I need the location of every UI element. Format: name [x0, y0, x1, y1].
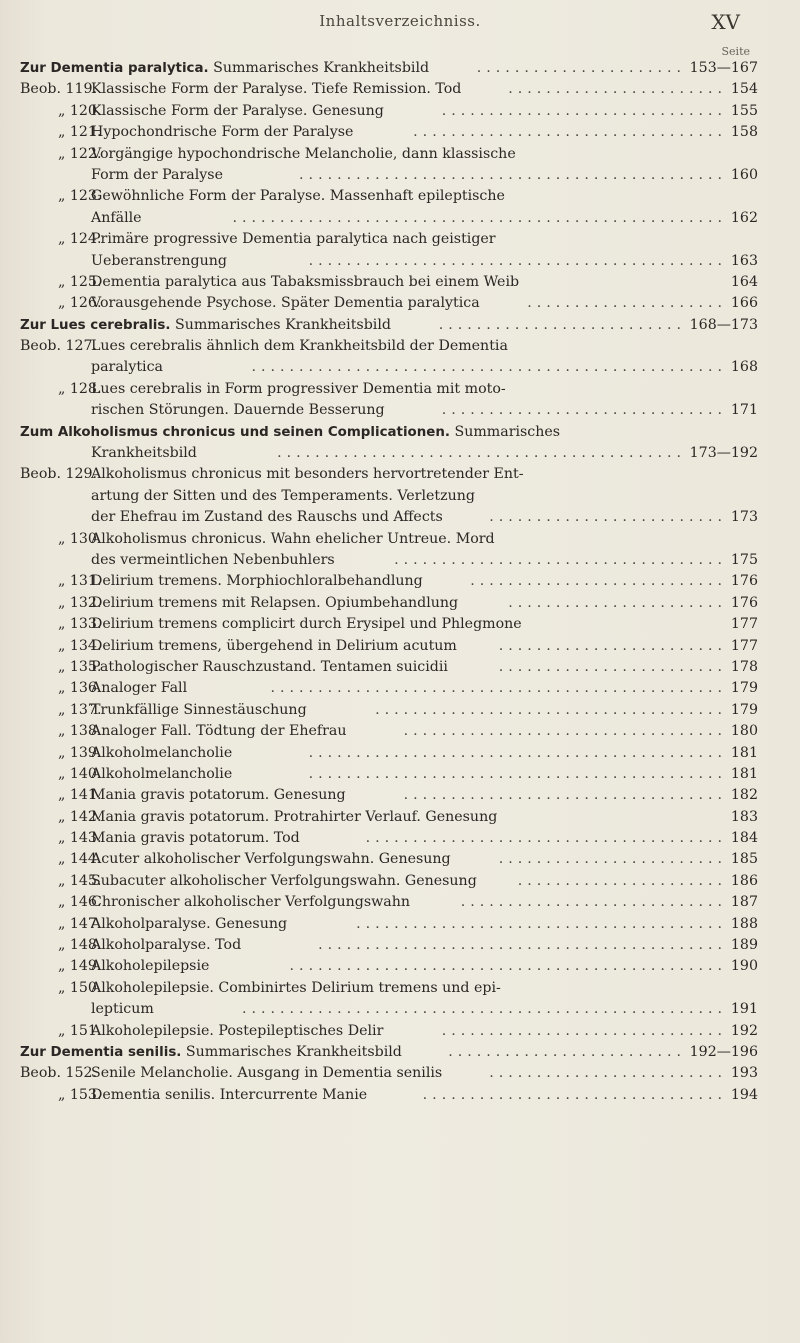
entry-title: Alkoholparalyse. Genesung [91, 915, 288, 932]
entry-title: Alkoholepilepsie. Postepileptisches Delir [91, 1022, 384, 1039]
section-entry [0, 58, 800, 79]
toc-entry [0, 700, 800, 721]
entry-continuation [0, 208, 800, 229]
toc-entry [0, 721, 800, 742]
observation-number: „ 141. [58, 787, 102, 804]
entry-continuation [0, 443, 800, 464]
section-text [20, 1042, 402, 1063]
observation-number: „ 153. [58, 1086, 102, 1103]
page-reference: 160 [730, 166, 758, 183]
running-header [0, 10, 800, 34]
entry-title: Mania gravis potatorum. Protrahirter Verlauf. Genesung [91, 808, 498, 825]
page-reference: 194 [730, 1086, 758, 1103]
toc-entry [0, 1085, 800, 1106]
entry-title: Delirium tremens mit Relapsen. Opiumbehandlung [91, 594, 459, 611]
entry-title: Trunkfällige Sinnestäuschung [91, 701, 307, 718]
section-subtitle: Summarisches Krankheitsbild [213, 60, 430, 76]
dot-leader: ....................... [508, 81, 727, 98]
observation-number: „ 126. [58, 295, 102, 312]
entry-continuation [0, 400, 800, 421]
page-reference: 179 [730, 680, 758, 697]
page-reference: 154 [730, 81, 758, 98]
entry-title: Vorausgehende Psychose. Später Dementia paralytica [91, 295, 480, 312]
observation-number: „ 139. [58, 744, 102, 761]
toc-entry [0, 743, 800, 764]
toc-entry [0, 144, 800, 165]
observation-number: „ 121. [58, 124, 102, 141]
entry-title: des vermeintlichen Nebenbuhlers [91, 551, 335, 568]
toc-entry [0, 785, 800, 806]
page-reference: 188 [730, 915, 758, 932]
entry-title: Alkoholismus chronicus mit besonders hervortretender Ent- [91, 466, 524, 483]
entry-title: Anfälle [91, 209, 142, 226]
page-reference: 176 [730, 573, 758, 590]
page-reference: 190 [730, 958, 758, 975]
observation-number: „ 140. [58, 765, 102, 782]
toc-entry [0, 1021, 800, 1042]
entry-title: Dementia senilis. Intercurrente Manie [91, 1086, 368, 1103]
page-reference: 168—173 [689, 316, 758, 333]
toc-entry [0, 614, 800, 635]
page-reference: 176 [730, 594, 758, 611]
observation-number: „ 124. [58, 231, 102, 248]
section-entry [0, 1042, 800, 1063]
toc-entry [0, 593, 800, 614]
entry-title: artung der Sitten und des Temperaments. Verletzung [91, 487, 475, 504]
observation-number: Beob. 152. [20, 1065, 98, 1082]
toc-entry [0, 678, 800, 699]
entry-title: Vorgängige hypochondrische Melancholie, dann klassische [91, 145, 516, 162]
dot-leader: ............................................. [299, 166, 727, 183]
observation-number: „ 143. [58, 830, 102, 847]
page-reference: 171 [730, 402, 758, 419]
dot-leader: ................................................... [242, 1001, 727, 1018]
page-reference: 155 [730, 102, 758, 119]
entry-title: Krankheitsbild [91, 445, 197, 462]
page-reference: 193 [730, 1065, 758, 1082]
observation-number: „ 144. [58, 851, 102, 868]
entry-continuation [0, 999, 800, 1020]
toc-entry [0, 529, 800, 550]
entry-title: Lues cerebralis ähnlich dem Krankheitsbild der Dementia [91, 338, 508, 355]
dot-leader: ................................................ [270, 680, 727, 697]
section-subtitle: Summarisches Krankheitsbild [185, 1043, 402, 1060]
toc-entry [0, 956, 800, 977]
entry-title: Alkoholismus chronicus. Wahn ehelicher Untreue. Mord [91, 530, 495, 547]
dot-leader: ...................................... [365, 830, 727, 847]
toc-entry [0, 101, 800, 122]
column-label-seite: Seite [721, 45, 750, 58]
entry-title: Delirium tremens, übergehend in Delirium acutum [91, 637, 457, 654]
observation-number: Beob. 129. [20, 466, 98, 483]
observation-number: „ 149. [58, 958, 102, 975]
page-reference: 166 [730, 295, 758, 312]
dot-leader: ........................ [498, 851, 727, 868]
entry-title: Klassische Form der Paralyse. Genesung [91, 102, 384, 119]
entry-title: der Ehefrau im Zustand des Rauschs und Affects [91, 509, 443, 526]
page-reference: 181 [730, 765, 758, 782]
toc-entry [0, 914, 800, 935]
observation-number: „ 132. [58, 594, 102, 611]
dot-leader: .................................................. [251, 359, 727, 376]
dot-leader: ................................... [394, 551, 727, 568]
dot-leader: ......................... [448, 1043, 686, 1060]
dot-leader: ......................... [489, 509, 727, 526]
toc-entry [0, 79, 800, 100]
entry-title: Lues cerebralis in Form progressiver Dementia mit moto- [91, 380, 506, 397]
observation-number: „ 147. [58, 915, 102, 932]
entry-title: Hypochondrische Form der Paralyse [91, 124, 354, 141]
toc-entry [0, 122, 800, 143]
entry-title: Gewöhnliche Form der Paralyse. Massenhaft epileptische [91, 188, 505, 205]
toc-entry [0, 1063, 800, 1084]
section-heading: Zur Dementia paralytica. [20, 61, 209, 76]
dot-leader: .................................. [403, 787, 727, 804]
dot-leader: ...................... [517, 872, 727, 889]
toc-entry [0, 764, 800, 785]
dot-leader: ............................ [460, 894, 727, 911]
observation-number: „ 125. [58, 273, 102, 290]
toc-entry [0, 849, 800, 870]
observation-number: „ 150. [58, 979, 102, 996]
entry-title: Mania gravis potatorum. Genesung [91, 787, 346, 804]
page-reference: 163 [730, 252, 758, 269]
entry-continuation [0, 550, 800, 571]
entry-title: Delirium tremens. Morphiochloralbehandlung [91, 573, 423, 590]
page-number: XV [711, 10, 740, 34]
entry-title: Mania gravis potatorum. Tod [91, 830, 300, 847]
section-subtitle: Summarisches [454, 423, 561, 440]
dot-leader: ....................................... [356, 915, 727, 932]
page-reference: 175 [730, 551, 758, 568]
page-reference: 177 [730, 616, 758, 633]
observation-number: „ 120. [58, 102, 102, 119]
toc-entry [0, 978, 800, 999]
entry-title: Klassische Form der Paralyse. Tiefe Remission. Tod [91, 81, 462, 98]
entry-title: Acuter alkoholischer Verfolgungswahn. Genesung [91, 851, 451, 868]
observation-number: „ 128. [58, 380, 102, 397]
entry-title: Delirium tremens complicirt durch Erysipel und Phlegmone [91, 616, 522, 633]
dot-leader: .............................. [441, 402, 727, 419]
page-reference: 192—196 [689, 1043, 758, 1060]
entry-title: paralytica [91, 359, 163, 376]
entry-title: Senile Melancholie. Ausgang in Dementia senilis [91, 1065, 443, 1082]
observation-number: „ 138. [58, 723, 102, 740]
entry-title: Alkoholparalyse. Tod [91, 937, 242, 954]
entry-continuation [0, 251, 800, 272]
page-reference: 164 [730, 273, 758, 290]
observation-number: „ 122. [58, 145, 102, 162]
page-reference: 184 [730, 830, 758, 847]
toc-entry [0, 336, 800, 357]
page-reference: 162 [730, 209, 758, 226]
observation-number: „ 137. [58, 701, 102, 718]
dot-leader: ........................................... [318, 937, 727, 954]
dot-leader: ................................ [422, 1086, 727, 1103]
dot-leader: ......................... [489, 1065, 727, 1082]
dot-leader: ........................... [470, 573, 727, 590]
toc-entry [0, 571, 800, 592]
toc-entry [0, 636, 800, 657]
page-reference: 173 [730, 509, 758, 526]
observation-number: „ 146. [58, 894, 102, 911]
section-text [20, 315, 391, 336]
page-reference: 177 [730, 637, 758, 654]
observation-number: „ 123. [58, 188, 102, 205]
toc-entry [0, 379, 800, 400]
entry-title: Alkoholepilepsie. Combinirtes Delirium tremens und epi- [91, 979, 501, 996]
page-reference: 185 [730, 851, 758, 868]
entry-continuation [0, 507, 800, 528]
page-reference: 186 [730, 872, 758, 889]
dot-leader: .............................................. [289, 958, 727, 975]
toc-entry [0, 657, 800, 678]
dot-leader: ..................................... [375, 701, 727, 718]
toc-entry [0, 186, 800, 207]
observation-number: „ 133. [58, 616, 102, 633]
page-reference: 179 [730, 701, 758, 718]
observation-number: „ 131. [58, 573, 102, 590]
page-reference: 191 [730, 1001, 758, 1018]
observation-number: „ 151. [58, 1022, 102, 1039]
section-text [20, 422, 560, 443]
toc-entry [0, 935, 800, 956]
section-text [20, 58, 429, 79]
entry-title: Primäre progressive Dementia paralytica nach geistiger [91, 231, 496, 248]
observation-number: Beob. 127. [20, 338, 98, 355]
toc-entry [0, 464, 800, 485]
observation-number: „ 134. [58, 637, 102, 654]
section-heading: Zur Dementia senilis. [20, 1044, 182, 1060]
dot-leader: ............................................ [308, 252, 727, 269]
section-heading: Zum Alkoholismus chronicus und seinen Complicationen. [20, 424, 450, 440]
page-reference: 181 [730, 744, 758, 761]
page-reference: 153—167 [689, 60, 758, 76]
page-reference: 182 [730, 787, 758, 804]
dot-leader: ..................... [527, 295, 727, 312]
page-reference: 168 [730, 359, 758, 376]
entry-title: Dementia paralytica aus Tabaksmissbrauch bei einem Weib [91, 273, 520, 290]
observation-number: „ 130. [58, 530, 102, 547]
page-reference: 183 [730, 808, 758, 825]
observation-number: „ 148. [58, 937, 102, 954]
page-reference: 189 [730, 937, 758, 954]
table-of-contents [0, 58, 800, 1106]
observation-number: „ 142. [58, 808, 102, 825]
entry-title: Pathologischer Rauschzustand. Tentamen suicidii [91, 658, 448, 675]
dot-leader: ........................ [498, 658, 727, 675]
entry-title: Analoger Fall. Tödtung der Ehefrau [91, 723, 347, 740]
toc-entry [0, 293, 800, 314]
toc-entry [0, 229, 800, 250]
section-subtitle: Summarisches Krankheitsbild [174, 316, 391, 333]
entry-title: Chronischer alkoholischer Verfolgungswahn [91, 894, 411, 911]
entry-title: lepticum [91, 1001, 154, 1018]
observation-number: „ 136. [58, 680, 102, 697]
entry-title: Subacuter alkoholischer Verfolgungswahn. Genesung [91, 872, 477, 889]
dot-leader: ................................. [413, 124, 727, 141]
dot-leader: ...................... [476, 60, 686, 76]
dot-leader: .............................. [441, 1022, 727, 1039]
page-reference: 158 [730, 124, 758, 141]
entry-title: rischen Störungen. Dauernde Besserung [91, 402, 385, 419]
observation-number: „ 135. [58, 658, 102, 675]
toc-entry [0, 871, 800, 892]
dot-leader: ........................................... [277, 445, 686, 462]
toc-entry [0, 892, 800, 913]
dot-leader: .............................. [441, 102, 727, 119]
entry-title: Ueberanstrengung [91, 252, 227, 269]
dot-leader: .......................... [438, 316, 686, 333]
entry-title: Alkoholmelancholie [91, 765, 233, 782]
page-reference: 178 [730, 658, 758, 675]
page-reference: 180 [730, 723, 758, 740]
observation-number: Beob. 119. [20, 81, 98, 98]
dot-leader: ............................................ [308, 744, 727, 761]
dot-leader: ............................................ [308, 765, 727, 782]
section-heading: Zur Lues cerebralis. [20, 317, 171, 333]
entry-continuation [0, 165, 800, 186]
page-reference: 187 [730, 894, 758, 911]
entry-continuation [0, 357, 800, 378]
observation-number: „ 145. [58, 872, 102, 889]
dot-leader: .................................. [403, 723, 727, 740]
toc-entry [0, 807, 800, 828]
entry-title: Alkoholepilepsie [91, 958, 210, 975]
dot-leader: .................................................... [232, 209, 727, 226]
entry-title: Alkoholmelancholie [91, 744, 233, 761]
section-entry [0, 422, 800, 443]
dot-leader: ....................... [508, 594, 727, 611]
entry-title: Analoger Fall [91, 680, 188, 697]
toc-entry [0, 828, 800, 849]
dot-leader: ........................ [498, 637, 727, 654]
running-title: Inhaltsverzeichniss. [319, 12, 481, 30]
entry-title: Form der Paralyse [91, 166, 223, 183]
page-reference: 192 [730, 1022, 758, 1039]
entry-continuation [0, 486, 800, 507]
page-reference: 173—192 [689, 445, 758, 462]
toc-entry [0, 272, 800, 293]
section-entry [0, 315, 800, 336]
